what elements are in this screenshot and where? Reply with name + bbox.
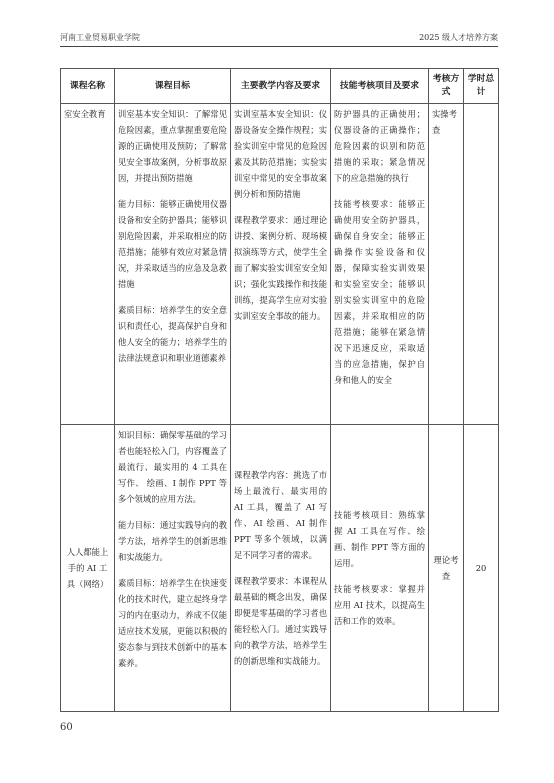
- school-name: 河南工业贸易职业学院: [60, 33, 140, 42]
- goal-quality: 素质目标：培养学生的安全意识和责任心，提高保护自身和他人安全的能力；培养学生的法律法规意识和职业道德素养: [118, 305, 227, 363]
- col-header-course-goals: 课程目标: [115, 69, 231, 104]
- assessment-method-cell: 实操考查: [429, 104, 464, 425]
- teaching-content-text: 课程教学内容：挑选了市场上最流行、最实用的 AI 工具，覆盖了 AI 写作、AI 绘画、AI 制作 PPT 等多个领域，以满足不同学习者的需求。: [234, 470, 327, 560]
- teaching-content-text: 实训室基本安全知识：仪器设备安全操作规程；实验实训室中常见的危险因素及其防范措施；实验实训室中常见的安全事故案例分析和预防措施: [234, 109, 327, 199]
- skill-assessment-cell: [331, 104, 429, 425]
- table-row: [61, 425, 499, 712]
- col-header-skill-assessment: 技能考核项目及要求: [331, 69, 429, 104]
- teaching-content-cell: [231, 425, 331, 712]
- teaching-requirements-text: 课程教学要求：通过理论讲授、案例分析、现场模拟演练等方式，使学生全面了解实验实训室安全知识；强化实践操作和技能训练，提高学生应对实验实训室安全事故的能力。: [234, 215, 327, 321]
- assessment-method-cell: 理论考查: [429, 425, 464, 712]
- course-name-cell: 人人都能上手的 AI 工具（网络）: [61, 425, 115, 712]
- skill-items-text: 技能考核项目：熟练掌握 AI 工具在写作、绘画、制作 PPT 等方面的运用。: [334, 510, 425, 568]
- goal-ability: 能力目标：能够正确使用仪器设备和安全防护器具；能够识别危险因素，并采取相应的防范措施；能够有效应对紧急情况，并采取适当的应急及急救措施: [118, 199, 227, 289]
- col-header-assessment-method: 考核方式: [429, 69, 464, 104]
- table-row: [61, 104, 499, 425]
- course-goals-cell: [115, 104, 231, 425]
- goal-ability: 能力目标：通过实践导向的教学方法，培养学生的创新思维和实战能力。: [118, 520, 227, 562]
- goal-quality: 素质目标：培养学生在快速变化的技术时代，建立起终身学习的内在驱动力，养成不仅能适应技术发展，更能以积极的姿态参与到技术创新中的基本素养。: [118, 578, 227, 668]
- goal-knowledge: 知识目标：确保零基础的学习者也能轻松入门，内容覆盖了最流行、最实用的 4 工具在 写作、 绘画、I 制作 PPT 等多个领域的应用方法。: [118, 430, 227, 504]
- page-number: 60: [60, 722, 73, 733]
- col-header-total-hours: 学时总计: [464, 69, 499, 104]
- table-header-row: [61, 69, 499, 104]
- teaching-content-cell: [231, 104, 331, 425]
- course-table: [60, 68, 499, 712]
- skill-requirements-text: 技能考核要求：掌握并应用 AI 技术，以提高生活和工作的效率。: [334, 584, 425, 626]
- skill-items-text: 防护器具的正确使用；仪器设备的正确操作；危险因素的识别和防范措施的采取；紧急情况下的应急措施的执行: [334, 109, 425, 183]
- col-header-teaching-content: 主要教学内容及要求: [231, 69, 331, 104]
- col-header-course-name: 课程名称: [61, 69, 115, 104]
- course-goals-cell: [115, 425, 231, 712]
- skill-requirements-text: 技能考核要求：能够正确使用安全防护器具，确保自身安全；能够正确操作实验设备和仪器，保障实验实训效果和实验室安全；能够识别实验实训室中的危险因素，并采取相应的防范措施；能够在紧急情况下迅速反应，采取适当的应急措施，保护自身和他人的安全: [334, 199, 425, 385]
- total-hours-cell: 20: [464, 425, 499, 712]
- document-title: 2025 级人才培养方案: [419, 33, 498, 42]
- total-hours-cell: [464, 104, 499, 425]
- goal-knowledge: 训室基本安全知识：了解常见危险因素，重点掌握重要危险源的正确使用及预防；了解常见安全事故案例，分析事故原因，并提出预防措施: [118, 109, 227, 183]
- skill-assessment-cell: [331, 425, 429, 712]
- teaching-requirements-text: 课程教学要求：本课程从最基础的概念出发，确保即便是零基础的学习者也能轻松入门。通过实践导向的教学方法，培养学生的创新思维和实战能力。: [234, 576, 327, 666]
- course-name-cell: 室安全教育: [61, 104, 115, 425]
- page-header: [60, 26, 498, 47]
